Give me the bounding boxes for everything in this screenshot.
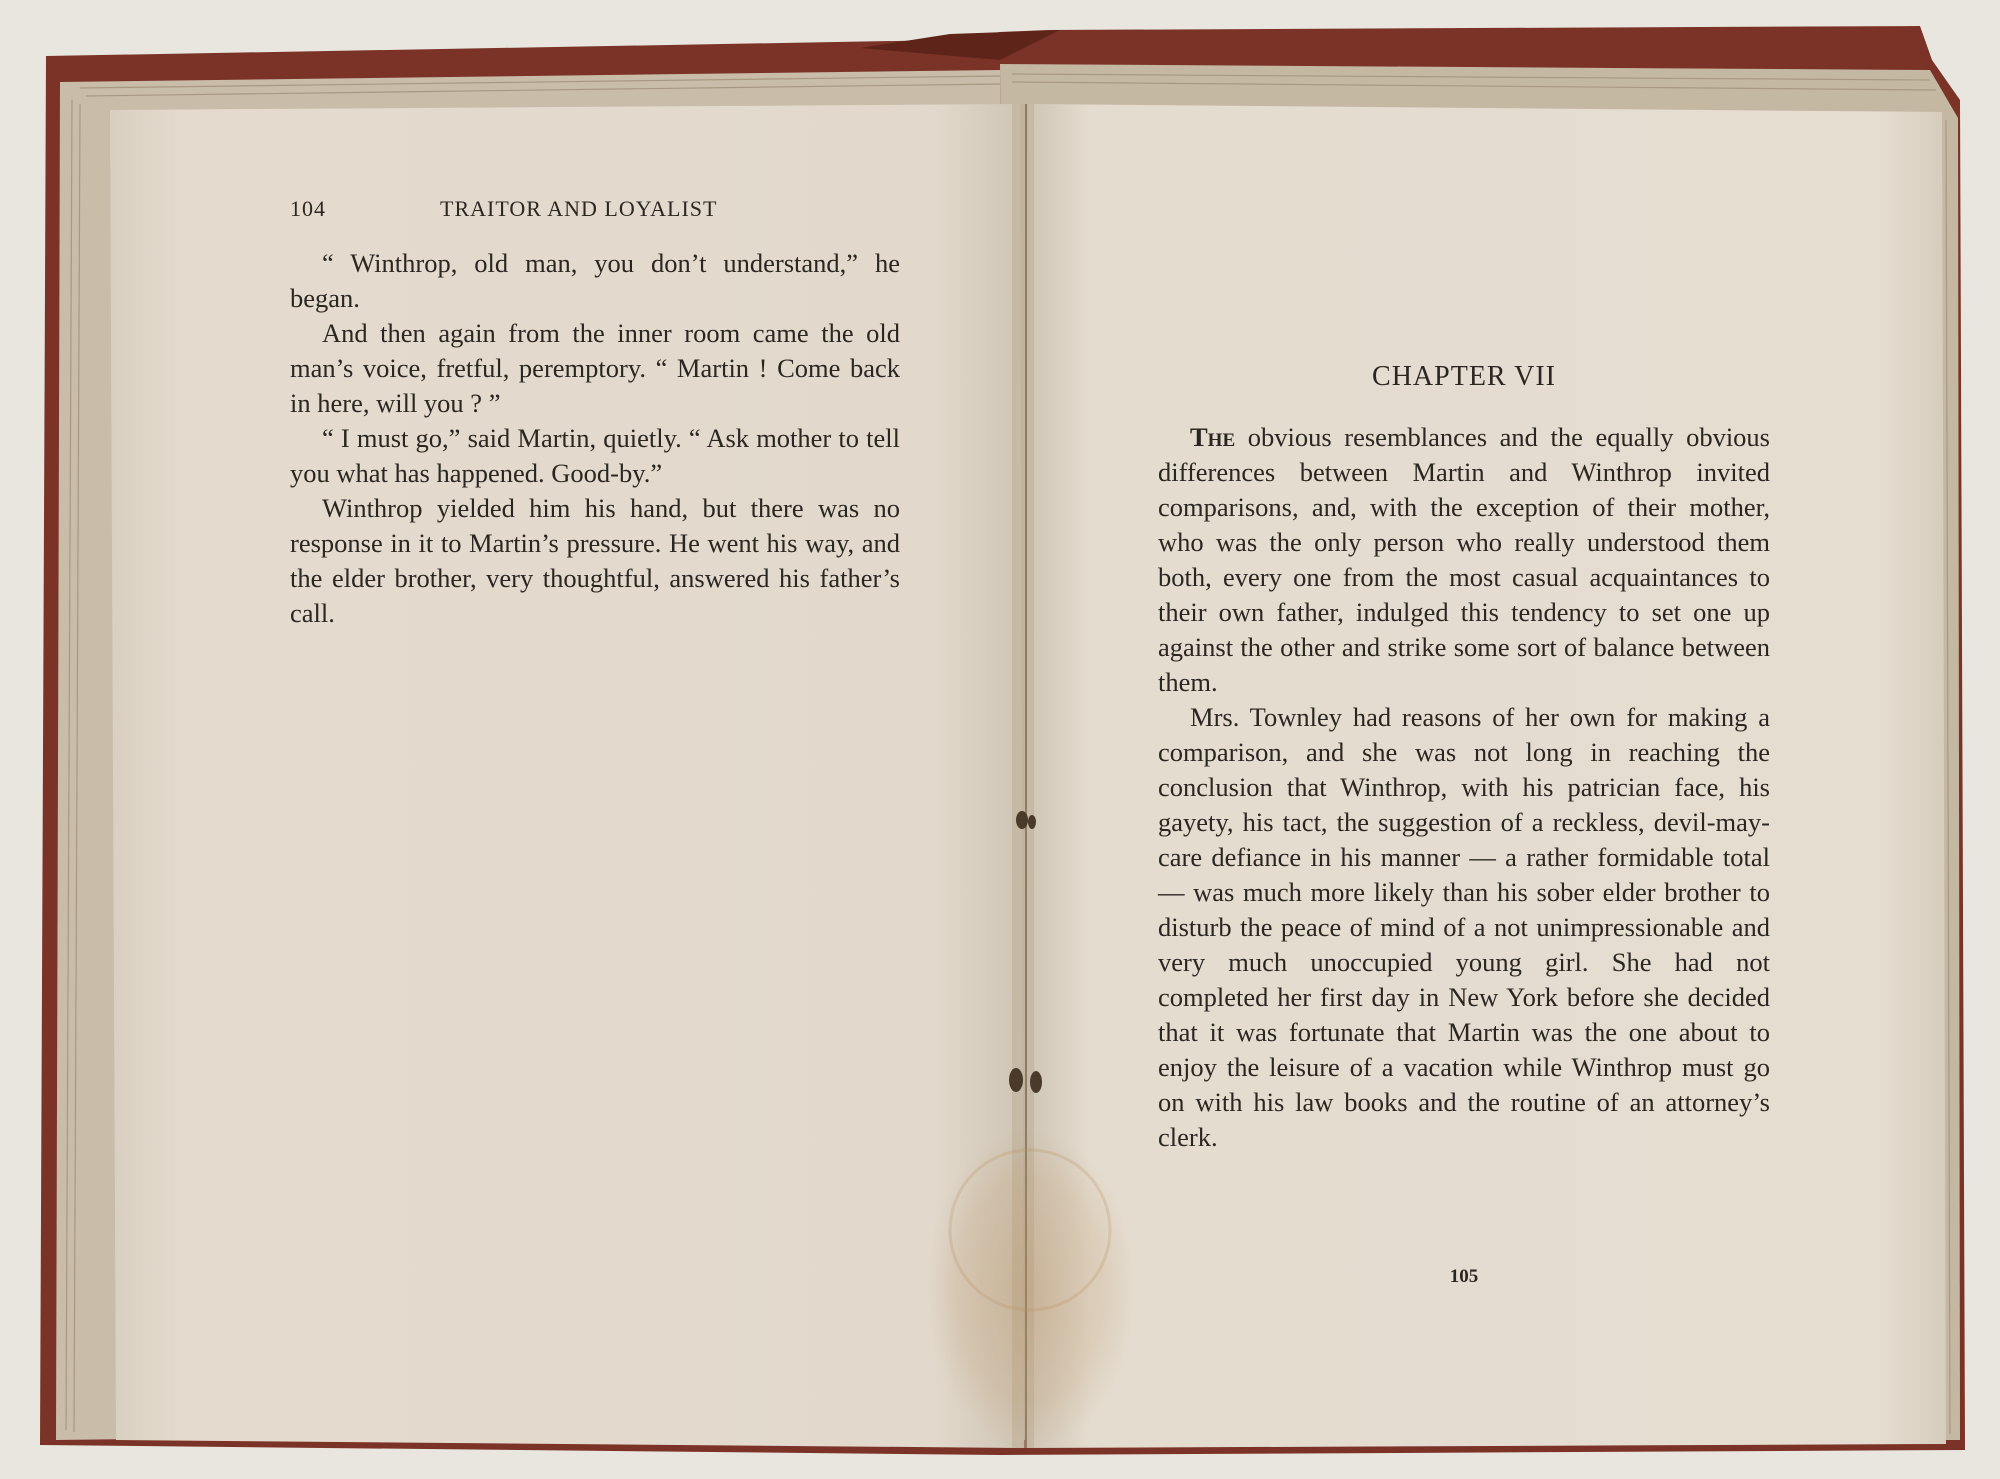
- opening-word: The: [1190, 422, 1236, 452]
- left-paragraph: Winthrop yielded him his hand, but there was no response in it to Martin’s pressure. He went his way, and the elder brother, very thoughtful, answered his father’s call.: [290, 493, 900, 628]
- water-stain: [925, 1130, 1135, 1450]
- left-paragraph: “ Winthrop, old man, you don’t understand,” he began.: [290, 248, 900, 313]
- left-page-number: 104: [290, 196, 326, 221]
- running-head: TRAITOR AND LOYALIST: [440, 196, 718, 221]
- left-paragraph: “ I must go,” said Martin, quietly. “ Ask mother to tell you what has happened. Good-by.”: [290, 423, 900, 488]
- right-page-number: 105: [1449, 1266, 1479, 1287]
- left-page-body: [290, 246, 900, 631]
- right-page-body: [1158, 420, 1770, 1155]
- right-paragraph: [1158, 420, 1770, 700]
- chapter-title: CHAPTER VII: [1372, 361, 1556, 392]
- left-paragraph: And then again from the inner room came the old man’s voice, fretful, peremptory. “ Martin ! Come back in here, will you ? ”: [290, 318, 900, 418]
- right-paragraph: Mrs. Townley had reasons of her own for making a comparison, and she was not long in reaching the conclusion that Winthrop, with his patrician face, his gayety, his tact, the suggestion of a reckless, devil-may-care defiance in his manner — a rather formidable total — was much more likely than his sober elder brother to disturb the peace of mind of a not unimpressionable and very much unoccupied young girl. She had not completed her first day in New York before she decided that it was fortunate that Martin was the one about to enjoy the leisure of a vacation while Winthrop must go on with his law books and the routine of an attorney’s clerk.: [1158, 702, 1770, 1152]
- right-paragraph-text: obvious resemblances and the equally obvious differences between Martin and Winthrop invited comparisons, and, with the exception of their mother, who was the only person who really understood them both, every one from the most casual acquaintances to their own father, indulged this tendency to set one up against the other and strike some sort of balance between them.: [1158, 422, 1770, 697]
